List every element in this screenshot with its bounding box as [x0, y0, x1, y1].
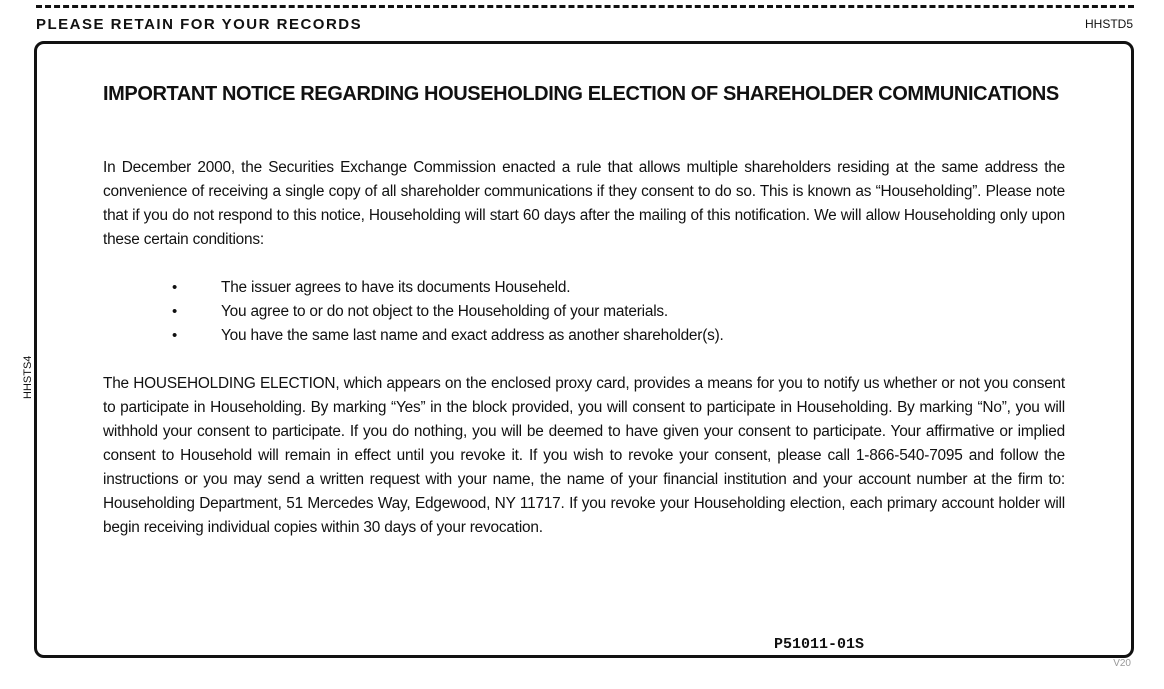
list-item — [172, 300, 724, 324]
bullet-icon: • — [172, 327, 178, 344]
conditions-list — [172, 276, 724, 348]
bullet-icon: • — [172, 303, 178, 320]
notice-title: IMPORTANT NOTICE REGARDING HOUSEHOLDING ELECTION OF SHAREHOLDER COMMUNICATIONS — [103, 83, 1059, 105]
list-item — [172, 324, 724, 348]
list-item — [172, 276, 724, 300]
retain-notice-label: PLEASE RETAIN FOR YOUR RECORDS — [36, 16, 363, 33]
document-code-side: HHSTS4 — [22, 355, 34, 399]
version-label: V20 — [1113, 658, 1131, 669]
notice-paragraph-intro: In December 2000, the Securities Exchange Commission enacted a rule that allows multiple shareholders residing at the same address the convenience of receiving a single copy of all shareholder communications if they consent to do so. This is known as “Householding”. Please note that if you do not respond to this notice, Householding will start 60 days after the mailing of this notification. We will allow Householding only upon these certain conditions: — [103, 159, 1065, 248]
form-code: P51011-01S — [774, 636, 865, 653]
condition-text: You have the same last name and exact address as another shareholder(s). — [221, 327, 724, 344]
tear-line — [36, 5, 1134, 8]
notice-paragraph-election: The HOUSEHOLDING ELECTION, which appears on the enclosed proxy card, provides a means for you to notify us whether or not you consent to participate in Householding. By marking “Yes” in the block provided, you will consent to participate in Householding. By marking “No”, you will withhold your consent to participate. If you do nothing, you will be deemed to have given your consent to participate. Your affirmative or implied consent to Household will remain in effect until you revoke it. If you wish to revoke your consent, please call 1-866-540-7095 and follow the instructions or you may send a written request with your name, the name of your financial institution and your account number at the firm to: Householding Department, 51 Mercedes Way, Edgewood, NY 11717. If you revoke your Householding election, each primary account holder will begin receiving individual copies within 30 days of your revocation. — [103, 375, 1065, 536]
bullet-icon: • — [172, 279, 178, 296]
condition-text: You agree to or do not object to the Householding of your materials. — [221, 303, 668, 320]
document-code-top-right: HHSTD5 — [1084, 17, 1133, 31]
notice-frame — [34, 41, 1134, 658]
condition-text: The issuer agrees to have its documents Househeld. — [221, 279, 571, 296]
